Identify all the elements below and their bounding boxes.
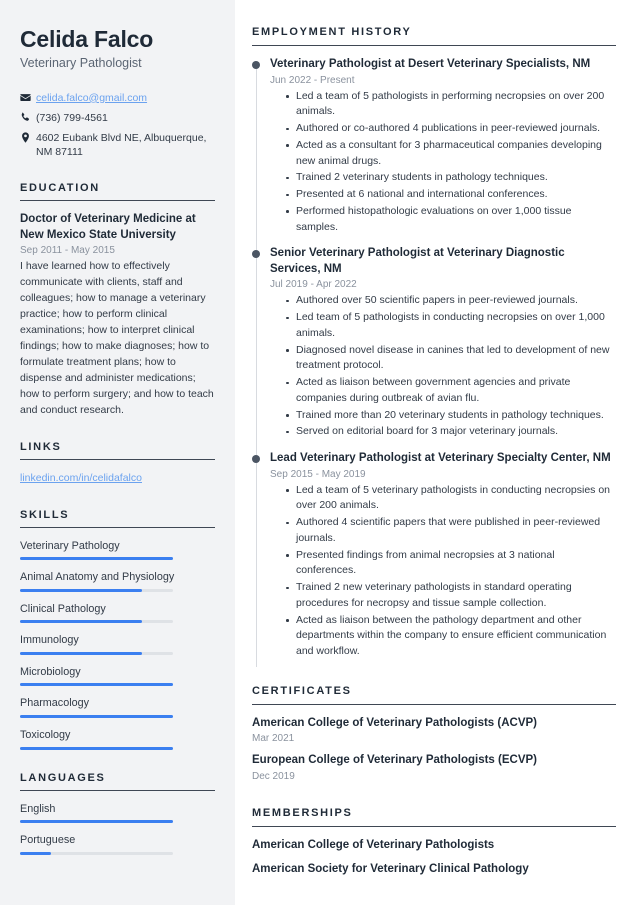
section-divider (20, 790, 215, 791)
skill-level-fill (20, 620, 142, 623)
language-item (20, 833, 215, 855)
section-heading-memberships: MEMBERSHIPS (252, 806, 353, 819)
skill-label: Pharmacology (20, 697, 90, 710)
language-level-track (20, 852, 173, 855)
employment-bullet: Authored 4 scientific papers that were published in peer-reviewed journals. (286, 515, 616, 547)
employment-entry (252, 57, 616, 246)
language-level-fill (20, 820, 173, 823)
linkedin-link[interactable]: linkedin.com/in/celidafalco (20, 471, 142, 484)
contact-phone (20, 111, 215, 126)
skill-level-track (20, 747, 173, 750)
section-divider (20, 459, 215, 460)
employment-bullet: Trained 2 new veterinary pathologists in standard operating procedures for necropsy and tissue sample collection. (286, 580, 616, 612)
skill-level-fill (20, 652, 142, 655)
candidate-job-title: Veterinary Pathologist (20, 56, 142, 71)
employment-date: Jul 2019 - Apr 2022 (270, 279, 357, 291)
employment-title: Veterinary Pathologist at Desert Veterinary Specialists, NM (270, 58, 591, 70)
envelope-icon (20, 91, 36, 103)
employment-timeline (252, 46, 616, 671)
employment-bullet-list (270, 89, 616, 236)
section-divider (20, 200, 215, 201)
employment-bullet: Led team of 5 pathologists in conducting necropsies on over 1,000 animals. (286, 310, 616, 342)
timeline-dot-icon (252, 250, 260, 258)
skill-level-fill (20, 557, 173, 560)
employment-bullet: Acted as liaison between the pathology department and other departments within the company to ensure efficient communication and workflow. (286, 613, 616, 660)
skill-item (20, 633, 215, 655)
section-links (20, 441, 215, 487)
email-link[interactable]: celida.falco@gmail.com (36, 91, 148, 104)
skill-label: Microbiology (20, 665, 81, 678)
contact-email-text (36, 91, 215, 106)
employment-date: Sep 2015 - May 2019 (270, 468, 366, 480)
employment-bullet: Acted as a consultant for 3 pharmaceutical companies developing new animal drugs. (286, 138, 616, 170)
language-label: Portuguese (20, 834, 76, 847)
section-heading-languages: LANGUAGES (20, 771, 106, 784)
section-heading-skills: SKILLS (20, 508, 70, 521)
skill-label: Immunology (20, 634, 79, 647)
certificate-title: European College of Veterinary Pathologists (ECVP) (252, 754, 538, 767)
contact-address (20, 131, 215, 161)
employment-entry (252, 246, 616, 451)
skill-level-track (20, 683, 173, 686)
language-label: English (20, 802, 56, 815)
employment-title: Lead Veterinary Pathologist at Veterinary Specialty Center, NM (270, 452, 611, 465)
skill-level-track (20, 715, 173, 718)
employment-bullet: Acted as liaison between government agencies and private companies during outbreak of avian flu. (286, 375, 616, 407)
timeline-line (256, 256, 257, 455)
employment-bullet: Led a team of 5 veterinary pathologists in conducting necropsies on over 200 animals. (286, 483, 616, 515)
skill-level-fill (20, 589, 142, 592)
spacer (252, 791, 616, 807)
membership-entry (252, 862, 616, 878)
skill-item (20, 602, 215, 624)
section-employment-history (252, 26, 616, 671)
contact-phone-text: (736) 799-4561 (36, 111, 108, 124)
section-memberships (252, 807, 616, 878)
phone-icon (20, 111, 36, 123)
spacer (252, 675, 616, 685)
skill-label: Clinical Pathology (20, 602, 106, 615)
membership-title: American Society for Veterinary Clinical Pathology (252, 863, 529, 876)
map-pin-icon (20, 131, 36, 143)
certificate-title: American College of Veterinary Pathologists (ACVP) (252, 716, 538, 729)
education-description: I have learned how to effectively communicate with clients, staff and colleagues; how to manage a veterinary practice; how to perform clinical examinations; how to interpret clinical findings; how to make diagnoses; how to formulate treatment plans; how to dispense and administer medications; how to perform surgery; and how to teach and conduct research. (20, 260, 214, 416)
skill-label: Veterinary Pathology (20, 539, 120, 552)
skill-level-track (20, 557, 173, 560)
skill-item (20, 570, 215, 592)
main-column (235, 0, 640, 905)
employment-bullet: Presented findings from animal necropsies at 3 national conferences. (286, 548, 616, 580)
certificate-date: Mar 2021 (252, 733, 295, 745)
employment-bullet: Performed histopathologic evaluations on over 1,000 tissue samples. (286, 204, 616, 236)
skill-level-track (20, 589, 173, 592)
employment-bullet: Authored over 50 scientific papers in peer-reviewed journals. (286, 293, 616, 309)
certificates-list (252, 705, 616, 782)
certificate-entry (252, 753, 616, 782)
link-item[interactable] (20, 471, 215, 487)
employment-bullet-list (270, 483, 616, 660)
employment-bullet: Authored or co-authored 4 publications in peer-reviewed journals. (286, 121, 616, 137)
candidate-name: Celida Falco (20, 26, 154, 52)
employment-bullet: Served on editorial board for 3 major veterinary journals. (286, 424, 616, 440)
languages-list (20, 802, 215, 855)
section-languages (20, 772, 215, 855)
section-heading-links: LINKS (20, 440, 62, 453)
membership-entry (252, 838, 616, 854)
contact-email[interactable] (20, 91, 215, 106)
employment-bullet: Presented at 6 national and international conferences. (286, 187, 616, 203)
language-item (20, 802, 215, 824)
timeline-dot-icon (252, 61, 260, 69)
contact-address-text: 4602 Eubank Blvd NE, Albuquerque, NM 87111 (36, 131, 207, 159)
skill-item (20, 539, 215, 561)
section-heading-employment: EMPLOYMENT HISTORY (252, 26, 412, 38)
skill-level-fill (20, 683, 173, 686)
timeline-dot-icon (252, 455, 260, 463)
language-level-fill (20, 852, 51, 855)
memberships-list (252, 827, 616, 878)
section-heading-certificates: CERTIFICATES (252, 684, 352, 697)
employment-bullet: Trained 2 veterinary students in pathology techniques. (286, 170, 616, 186)
employment-bullet: Trained more than 20 veterinary students in pathology techniques. (286, 408, 616, 424)
employment-bullet: Led a team of 5 pathologists in performing necropsies on over 200 animals. (286, 89, 616, 121)
employment-bullet-list (270, 293, 616, 440)
skills-list (20, 539, 215, 750)
sidebar (0, 0, 235, 905)
skill-item (20, 665, 215, 687)
contact-list (20, 91, 215, 161)
employment-bullet: Diagnosed novel disease in canines that led to development of new treatment protocol. (286, 343, 616, 375)
certificate-date: Dec 2019 (252, 770, 295, 782)
skill-level-track (20, 620, 173, 623)
employment-title: Senior Veterinary Pathologist at Veterinary Diagnostic Services, NM (270, 247, 565, 275)
skill-level-fill (20, 715, 173, 718)
section-divider (20, 527, 215, 528)
education-degree: Doctor of Veterinary Medicine at New Mexico State University (20, 213, 196, 241)
skill-label: Toxicology (20, 729, 71, 741)
education-entry (20, 212, 215, 419)
section-certificates (252, 685, 616, 782)
employment-entry (252, 451, 616, 671)
skill-item (20, 728, 215, 750)
skill-label: Animal Anatomy and Physiology (20, 571, 175, 584)
section-skills (20, 509, 215, 750)
skill-level-fill (20, 747, 173, 750)
language-level-track (20, 820, 173, 823)
timeline-line (256, 67, 257, 250)
membership-title: American College of Veterinary Pathologists (252, 838, 495, 851)
skill-level-track (20, 652, 173, 655)
education-date: Sep 2011 - May 2015 (20, 245, 115, 257)
certificate-entry (252, 716, 616, 745)
skill-item (20, 696, 215, 718)
section-education (20, 182, 215, 419)
employment-date: Jun 2022 - Present (270, 74, 355, 86)
timeline-line (256, 461, 257, 667)
section-heading-education: EDUCATION (20, 182, 100, 195)
